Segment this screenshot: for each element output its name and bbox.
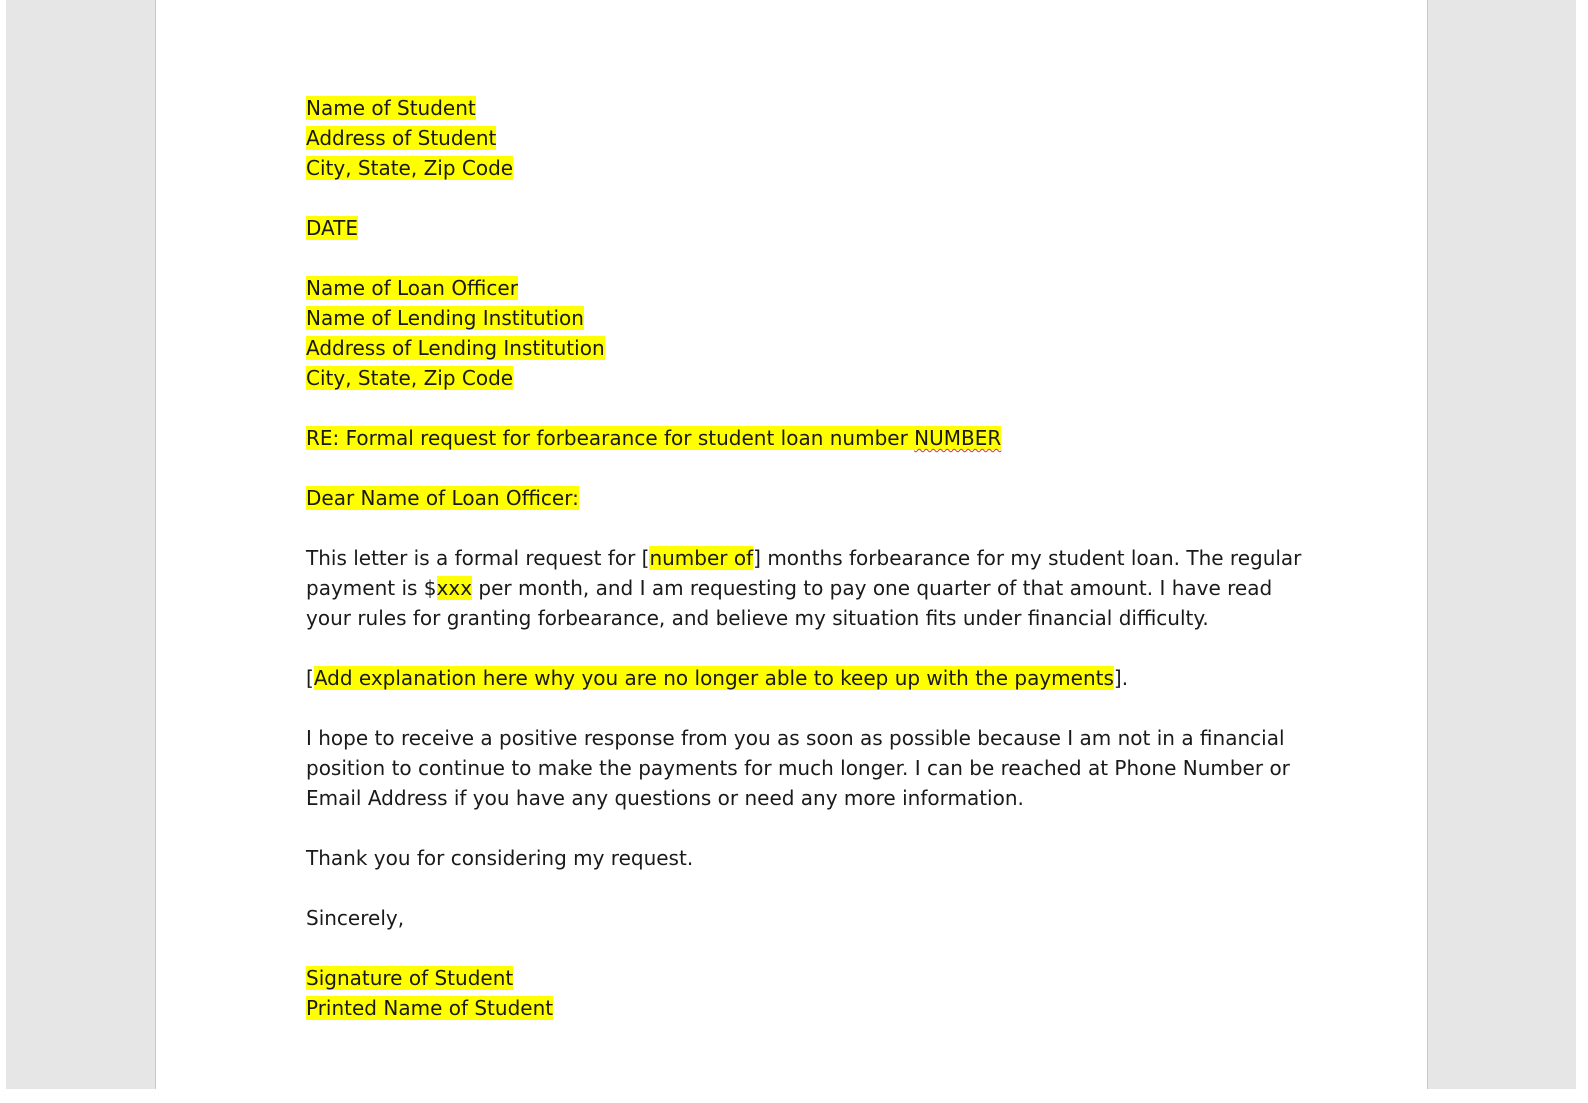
para2-open-bracket: [ [306,666,314,690]
subject-label: RE: Formal request for forbearance for student loan number [306,426,915,450]
thanks-line: Thank you for considering my request. [306,846,694,870]
signature-placeholder: Signature of Student [306,966,514,990]
subject-line [306,423,1306,453]
sender-address-line [306,123,1306,153]
printed-name-line [306,993,1306,1023]
loan-number-placeholder[interactable]: NUMBER [914,426,1002,450]
sender-name: Name of Student [306,96,476,120]
paragraph-contact: I hope to receive a positive response from you as soon as possible because I am not in a financial position to continue to make the payments for much longer. I can be reached at Phone Number or Email Address if you have any questions or need any more information. [306,726,1290,810]
recipient-address: Address of Lending Institution [306,336,605,360]
window-bottom-edge [0,1089,1588,1103]
recipient-city-state-zip: City, State, Zip Code [306,366,514,390]
printed-name-placeholder: Printed Name of Student [306,996,554,1020]
signature-line [306,963,1306,993]
recipient-city-line [306,363,1306,393]
para1-part2: ] months forbearance for my student loan. The regular payment is $ [306,546,1302,600]
sender-address: Address of Student [306,126,497,150]
para2-close: ]. [1113,666,1129,690]
para1-part1: This letter is a formal request for [ [306,546,650,570]
document-page[interactable] [155,0,1428,1089]
paragraph-request [306,543,1306,633]
recipient-officer-line [306,273,1306,303]
closing-line: Sincerely, [306,906,405,930]
salutation-line [306,483,1306,513]
letter-body[interactable] [306,93,1306,1023]
window-left-edge [0,0,6,1103]
para1-part3: per month, and I am requesting to pay one quarter of that amount. I have read your rules for granting forbearance, and believe my situation fits under financial difficulty. [306,576,1273,630]
subject-text [306,426,1001,450]
months-placeholder: number of [649,546,754,570]
letter-date: DATE [306,216,359,240]
window-right-edge [1576,0,1588,1103]
salutation: Dear Name of Loan Officer: [306,486,579,510]
explanation-placeholder: Add explanation here why you are no longer able to keep up with the payments [313,666,1114,690]
paragraph-explanation [306,663,1306,693]
sender-city-line [306,153,1306,183]
recipient-address-line [306,333,1306,363]
amount-placeholder: xxx [436,576,473,600]
date-line [306,213,1306,243]
recipient-institution: Name of Lending Institution [306,306,584,330]
sender-name-line [306,93,1306,123]
sender-city-state-zip: City, State, Zip Code [306,156,514,180]
recipient-institution-line [306,303,1306,333]
recipient-officer: Name of Loan Officer [306,276,518,300]
